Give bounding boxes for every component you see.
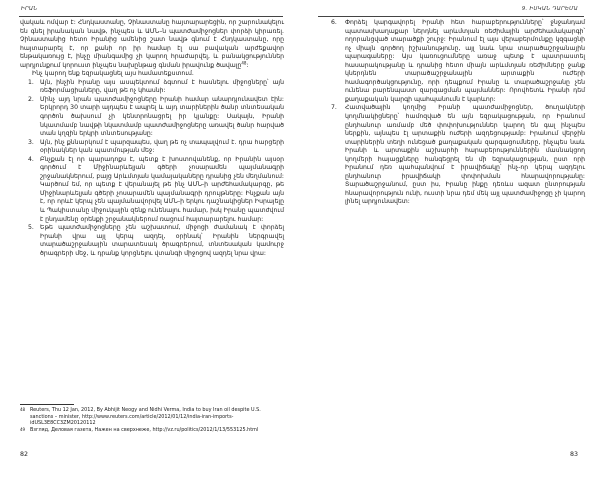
footnote-48 bbox=[20, 407, 284, 427]
item-number: 3. bbox=[28, 138, 34, 146]
intro-text: վակաև ոմվար է: Հնդկաստանը, Չինաստանը հայտարարեցին, որ շարունակելու են գնել իրանական նավթ, ինչպես և ԱՄՆ–ն պատժամիջոցներ փորձի կիրառել. Չինաստանից հետո Իրանից ամենից շատ նավթ գնում է Հնդկաստանը, որը հայտարարել է, որ քանի որ իր համար էլ սա բավական արժեքավոր ենթակառույց է, ինչը միանգամից չի կարող հրաժարվել, և բանակցություններ արդյունքում կորուստ ինչպես նախընթաց գնման իրավունք ծավալը bbox=[20, 19, 284, 69]
item-number: 7. bbox=[331, 104, 337, 112]
left-body-text bbox=[20, 19, 284, 258]
list-item bbox=[20, 139, 284, 156]
item-text: Բնչքան էլ որ պարադոքս է, պետք է խոստովանենք, որ Իրանին այսօր գործում է Միջինարևելյան գծերի չոսարամեն պայմանագրի շրջանակներում, բայց Արևմտյան կամայակաները դրանից չեն մեղմանում: Կարծում եմ, որ պետք է վերանայել թե ինչ ԱՄՆ-ի արժեհամակարգը, թե Միջինարևելյան գծերի չոսարամեն պայմանագրի դրույթները: Ինչքան այն է, որ որևէ կերպ չեն պայմանավորվել ԱՄՆ-ի երկու դաշնակիցներ Իսրայելը և Պակիստանը միջուկային զենք ունենալու համար, իսկ Իրանը պատժվում է ընդամենը օրենքի շրջանակներում ռացում հայտարարելու համար: bbox=[40, 155, 284, 223]
intro-paragraph: վակաև ոմվար է: Հնդկաստանը, Չինաստանը հայտարարեցին, որ շարունակելու են գնել իրանական նավթ, ինչպես և ԱՄՆ–ն պատժամիջոցներ փորձի կիրառել. Չինաստանից հետո Իրանից ամենից շատ նավթ գնում է Հնդկաստանը, որը հայտարարել է, որ քանի որ իր համար էլ սա բավական արժեքավոր ենթակառույց է, ինչը միանգամից չի կարող հրաժարվել, և բանակցություններ արդյունքում կորուստ ինչպես նախընթաց գնման իրավունք ծավալը$^{48}$: bbox=[20, 19, 284, 69]
item-number: 5. bbox=[28, 224, 34, 232]
lead-paragraph: Ինչ կարող ենք եզրակացնել այս համատեքստում. bbox=[32, 70, 194, 78]
list-item bbox=[20, 224, 284, 258]
footnotes bbox=[20, 407, 284, 433]
header-rule-left bbox=[19, 16, 283, 17]
item-text: Այն, ինչ քննարկում է պարզապես, վաղ թե ոչ տապալվում է. դրա հարցերի օրինակներ կան պատմության մեջ: bbox=[40, 138, 284, 155]
item-text: Եթե պատժամիջոցները չեն աշխատում, միջոցի ժամանակ է փորձել Իրանի վրա այլ կերպ ազդել, օրինակ՝ Իրանին ներգրավել տարածաշրջանային տարատեսակ ծրագրերում, տնտեսական կամուրջ ծրագրերի մեջ, և դրանք կորցնելու վտանգի միջոցով ազդել նրա վրա: bbox=[40, 224, 284, 257]
page-number-left: 82 bbox=[20, 451, 29, 458]
footnote-rule bbox=[20, 404, 74, 405]
item-text: Հատվածային կողմից Իրանի պատժամիջոցներ, ծուղակների կողմնակիցները՝ համոզված են այն եզրակացության, որ Իրանում ընդհանուր առմամբ մեծ փոփոխություններ կարող են գալ ինչպես ներքին, այնպես էլ արտաքին ուժերի ազդեցությամբ: Իրանում վերջին տարիներին տեղի ունեցած քաղաքական զարգացումները, ինչպես նաև Իրանի և արտաքին աշխարհի հարաբերություններին մասնակցող կողմերի հայացքները հանգեցրել են մի եզրակացության, ըստ որի Իրանում դեռ պահպանվում է իրավիճակը՝ ինչ-որ կերպ ազդելու ընդհանուր իրավիճակի փոփոխման հնարավորությանը: Տարածաշրջանում, ըստ իս, Իրանը ինքը դեռևս ազատ ընտրության հնարավորություն ունի, ուստի նրա դեմ մեկ այլ պատժամիջոցը չի կարող լինել արդյունավետ: bbox=[345, 104, 585, 206]
running-head-left: ԻՐԱՆ bbox=[21, 6, 38, 12]
right-body-text bbox=[319, 19, 585, 207]
footnote-49 bbox=[20, 427, 284, 434]
list-item bbox=[20, 156, 284, 224]
header-rule-right bbox=[318, 16, 584, 17]
footnote-text: Reuters, Thu 12 Jan, 2012, By Abhijit Neogy and Nidhi Verma, India to buy Iran oil despite U.S. sanctions – minister, http://www.reuters.com/article/2012/01/12/india-iran-imports-idUSL3E8CC3ZM20120112 bbox=[30, 407, 261, 426]
footnote-number: 48 bbox=[20, 407, 26, 412]
right-page bbox=[300, 0, 600, 496]
page-number-right: 83 bbox=[569, 451, 578, 458]
list-item bbox=[319, 19, 585, 104]
item-text: Մինչ այդ նրան պատժամիջոցները Իրանի համար անարդյունավետ էին: Երկրորդ 30 տարի այդպես է ապրել և այդ տարիներին ծանր տնտեսական գործոն ծախսում չի կենտրոնացրել իր կյանքը: Սակայն, Իրանի նկատմամբ նավթի նկատմամբ պատժամիջոցները առավել ծանր հարված տան կղզին երկրի տնտեսությանը: bbox=[40, 95, 284, 138]
item-text: Այն, ինչին Իրանը այս ասպեկտում ձգտում է հասնելու միջոցները՝ այն ռեֆորմացիաները, վաղ թե ոչ կհասնի: bbox=[40, 78, 284, 95]
item-number: 2. bbox=[28, 95, 34, 103]
item-number: 6. bbox=[331, 19, 337, 26]
footnote-text: Взгляд, Деловая газета, Нажен на сверхнеже, http://vz.ru/politics/2012/1/13/553125.html bbox=[30, 426, 259, 433]
footnote-ref-48: 48 bbox=[241, 60, 247, 66]
list-item bbox=[319, 104, 585, 207]
item-text: Փորձել կարգավորել Իրանի հետ հարաբերությունները՝ ջնջանդամ պատասխաղաքար ներդնել արևմտյան ռեժիմային արժեհամակարգի՝ ողորանցված տարածքի շուրջ: Իրանում էլ այս վերաբերմունքը կզգացնի ոչ միայն գործող իշխանությունը, այլ նաև նրա տարածաշրջանային պարագաները: Այս կառուցումները առաջ պետք է պատրաստել հասարակությանը և դրանից հետո միայն արևմտյան ռեժիմները ջանք կներդնեն տարածաշրջանային արտաքին ուժերի համագործակցությունը, որի դեպքում Իրանը և տարածաշրջանը չեն ունենա բարենպաստ զարգացման պայմաններ: Որովհետև Իրանի դեմ քաղաքական կարգի պահպանումն է կարևոր: bbox=[345, 19, 585, 103]
running-head-right: 9. ԻՍԿԱՆ ԴԱՐԵՄԱ bbox=[521, 6, 578, 12]
footnote-number: 49 bbox=[20, 426, 26, 432]
item-number: 4. bbox=[28, 155, 34, 163]
continued-list bbox=[319, 19, 585, 207]
conclusions-list bbox=[20, 79, 284, 258]
list-item bbox=[20, 79, 284, 96]
item-number: 1. bbox=[28, 78, 34, 86]
list-item bbox=[20, 96, 284, 139]
